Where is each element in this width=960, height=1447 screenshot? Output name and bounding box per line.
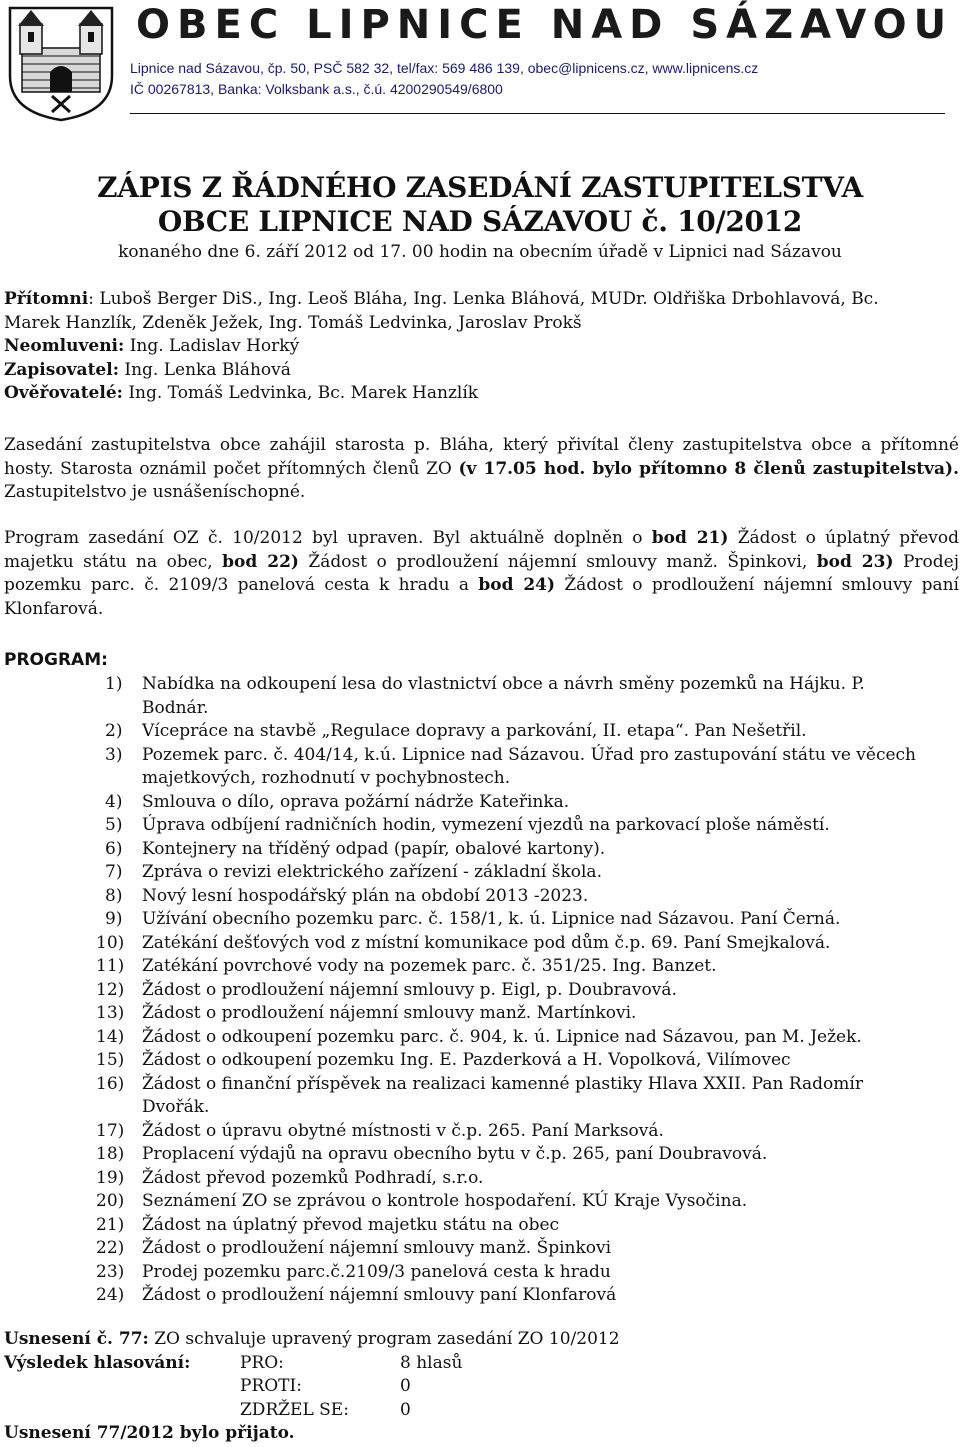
program-item-text: Kontejnery na tříděný odpad (papír, obalové kartony). <box>142 838 606 859</box>
amendment-item-ref: bod 22) <box>222 551 299 572</box>
verifiers-line <box>4 382 959 406</box>
program-item-text: Pozemek parc. č. 404/14, k.ú. Lipnice nad Sázavou. Úřad pro zastupování státu ve věcech majetkových, rozhodnutí v pochybnostech. <box>142 744 917 788</box>
program-item <box>0 838 960 862</box>
program-item-number: 1) <box>105 674 123 694</box>
excused-members: Ing. Ladislav Horký <box>124 336 300 356</box>
present-members: : Luboš Berger DiS., Ing. Leoš Bláha, Ing. Lenka Bláhová, MUDr. Oldřiška Drbohlavová, Bc. <box>88 289 879 309</box>
bank-info-line: IČ 00267813, Banka: Volksbank a.s., č.ú. 4200290549/6800 <box>130 81 503 97</box>
amendment-item-ref: bod 21) <box>651 528 729 548</box>
program-item <box>0 979 960 1003</box>
program-item <box>0 1026 960 1050</box>
header-divider <box>130 113 945 114</box>
program-item <box>0 932 960 956</box>
program-item <box>0 1261 960 1285</box>
program-item-text: Žádost na úplatný převod majetku státu na obec <box>142 1214 560 1235</box>
program-item-text: Prodej pozemku parc.č.2109/3 panelová cesta k hradu <box>142 1261 611 1282</box>
municipality-name: OBEC LIPNICE NAD SÁZAVOU <box>136 2 954 48</box>
program-amendment-paragraph <box>4 527 959 621</box>
program-item <box>0 791 960 815</box>
program-item <box>0 673 960 720</box>
program-item-number: 16) <box>96 1073 125 1094</box>
vote-abstain-value: 0 <box>400 1399 411 1420</box>
program-item-number: 22) <box>96 1238 125 1258</box>
program-item-text: Zpráva o revizi elektrického zařízení - základní škola. <box>142 862 602 882</box>
program-item <box>0 955 960 979</box>
program-item-text: Seznámení ZO se zprávou o kontrole hospodaření. KÚ Kraje Vysočina. <box>142 1191 748 1211</box>
resolution-label: Usnesení č. 77: <box>4 1329 149 1349</box>
recorder-name: Ing. Lenka Bláhová <box>118 359 291 380</box>
program-item <box>0 720 960 744</box>
program-item <box>0 1049 960 1073</box>
vote-for-label: PRO: <box>240 1352 284 1373</box>
program-item-text: Žádost o finanční příspěvek na realizaci kamenné plastiky Hlava XXII. Pan Radomír Dvořák. <box>142 1073 863 1117</box>
program-item <box>0 1120 960 1144</box>
program-item-text: Žádost převod pozemků Podhradí, s.r.o. <box>142 1167 484 1188</box>
program-item-number: 23) <box>96 1261 125 1282</box>
program-item <box>0 1190 960 1214</box>
program-item-number: 8) <box>105 885 123 906</box>
program-item-number: 7) <box>105 862 123 882</box>
program-item-number: 10) <box>96 932 125 953</box>
program-item <box>0 1214 960 1238</box>
program-item-number: 3) <box>105 744 123 765</box>
program-item <box>0 1167 960 1191</box>
program-item-text: Zatékání povrchové vody na pozemek parc. č. 351/25. Ing. Banzet. <box>142 956 717 976</box>
program-item <box>0 1143 960 1167</box>
program-item-text: Žádost o prodloužení nájemní smlouvy manž. Martínkovi. <box>142 1003 637 1023</box>
resolution-section <box>4 1328 954 1446</box>
program-item-text: Žádost o prodloužení nájemní smlouvy p. Eigl, p. Doubravová. <box>142 979 677 1000</box>
program-item-number: 14) <box>96 1026 125 1047</box>
meeting-date-location: konaného dne 6. září 2012 od 17. 00 hodin na obecním úřadě v Lipnici nad Sázavou <box>118 242 842 262</box>
quorum-statement: (v 17.05 hod. bylo přítomno 8 členů zastupitelstva). <box>458 458 960 479</box>
program-list <box>0 673 960 1308</box>
program-item <box>0 1002 960 1026</box>
program-heading: PROGRAM: <box>4 650 108 670</box>
vote-against-value: 0 <box>400 1376 411 1396</box>
program-item-text: Smlouva o dílo, oprava požární nádrže Kateřinka. <box>142 791 570 812</box>
document-title-line-2: OBCE LIPNICE NAD SÁZAVOU č. 10/2012 <box>157 205 803 238</box>
vote-abstain-label: ZDRŽEL SE: <box>240 1399 349 1420</box>
present-line <box>4 288 959 312</box>
program-item-text: Zatékání dešťových vod z místní komunikace pod dům č.p. 69. Paní Smejkalová. <box>142 932 831 953</box>
amendment-item-ref: bod 24) <box>478 575 556 595</box>
vote-against-label: PROTI: <box>240 1376 302 1396</box>
program-item-number: 9) <box>105 909 123 929</box>
contact-info-line: Lipnice nad Sázavou, čp. 50, PSČ 582 32, tel/fax: 569 486 139, obec@lipnicens.cz, www.lipnicens.cz <box>130 60 759 76</box>
program-item <box>0 1284 960 1308</box>
program-item-text: Nový lesní hospodářský plán na období 2013 -2023. <box>142 885 589 906</box>
program-item-number: 13) <box>96 1003 125 1023</box>
amendment-text: Žádost o prodloužení nájemní smlouvy paní Klonfarová. <box>4 575 959 619</box>
excused-label: Neomluveni: <box>4 336 125 356</box>
program-item-number: 2) <box>105 721 123 741</box>
present-members-continued: Marek Hanzlík, Zdeněk Ježek, Ing. Tomáš Ledvinka, Jaroslav Prokš <box>4 312 582 333</box>
excused-line <box>4 335 959 359</box>
program-item-text: Žádost o odkoupení pozemku Ing. E. Pazderková a H. Vopolková, Vilímovec <box>142 1050 791 1070</box>
recorder-label: Zapisovatel: <box>4 359 119 380</box>
program-item-number: 15) <box>96 1050 125 1070</box>
program-item-number: 6) <box>105 838 123 859</box>
resolution-outcome: Usnesení 77/2012 bylo přijato. <box>4 1423 295 1443</box>
program-item-number: 12) <box>96 979 125 1000</box>
program-item <box>0 1237 960 1261</box>
vote-result-label: Výsledek hlasování: <box>4 1352 191 1373</box>
program-item-number: 20) <box>96 1191 125 1211</box>
quorum-result: Zastupitelstvo je usnášeníschopné. <box>4 482 306 502</box>
program-item-number: 18) <box>96 1144 125 1164</box>
program-item <box>0 885 960 909</box>
program-item-number: 4) <box>105 791 123 812</box>
recorder-line <box>4 359 959 383</box>
municipal-coat-of-arms-icon <box>6 4 116 122</box>
program-item-text: Nabídka na odkoupení lesa do vlastnictví obce a návrh směny pozemků na Hájku. P. Bodnár. <box>142 674 865 718</box>
document-title: ZÁPIS Z ŘÁDNÉHO ZASEDÁNÍ ZASTUPITELSTVA <box>97 171 863 204</box>
program-item-number: 24) <box>96 1285 125 1305</box>
opening-text: Zasedání zastupitelstva obce zahájil starosta p. Bláha, který přivítal členy zastupitelstva obce a přítomné hosty. Starosta oznámil počet přítomných členů ZO <box>4 435 959 479</box>
amendment-item-ref: bod 23) <box>816 551 894 572</box>
program-item-text: Vícepráce na stavbě „Regulace dopravy a parkování, II. etapa“. Pan Nešetřil. <box>142 721 807 741</box>
program-item-text: Úprava odbíjení radničních hodin, vymezení vjezdů na parkovací ploše náměstí. <box>142 815 830 835</box>
program-item <box>0 908 960 932</box>
amendment-text: Žádost o úplatný převod majetku státu na obec, <box>4 528 960 572</box>
program-item-text: Proplacení výdajů na opravu obecního bytu v č.p. 265, paní Doubravová. <box>142 1144 768 1164</box>
program-item-number: 21) <box>96 1214 125 1235</box>
verifiers-names: Ing. Tomáš Ledvinka, Bc. Marek Hanzlík <box>122 383 479 403</box>
program-item-text: Žádost o prodloužení nájemní smlouvy manž. Špinkovi <box>142 1238 612 1258</box>
program-item-text: Žádost o odkoupení pozemku parc. č. 904, k. ú. Lipnice nad Sázavou, pan M. Ježek. <box>142 1026 862 1047</box>
program-item-number: 19) <box>96 1167 125 1188</box>
attendance-section <box>4 288 959 406</box>
program-item-number: 17) <box>96 1120 125 1141</box>
program-item-number: 5) <box>105 815 123 835</box>
amendment-text: Žádost o prodloužení nájemní smlouvy manž. Špinkovi, <box>298 551 817 572</box>
present-label: Přítomni <box>4 289 89 309</box>
program-item <box>0 744 960 791</box>
amendment-text: Program zasedání OZ č. 10/2012 byl upraven. Byl aktuálně doplněn o <box>4 528 652 548</box>
amendment-text: Prodej pozemku parc. č. 2109/3 panelová cesta k hradu a <box>4 551 959 595</box>
program-item-number: 11) <box>96 956 125 976</box>
program-item-text: Žádost o prodloužení nájemní smlouvy paní Klonfarová <box>142 1285 617 1305</box>
resolution-text: ZO schvaluje upravený program zasedání ZO 10/2012 <box>148 1329 620 1349</box>
opening-paragraph <box>4 434 959 505</box>
program-item <box>0 1073 960 1120</box>
program-item <box>0 861 960 885</box>
verifiers-label: Ověřovatelé: <box>4 383 123 403</box>
program-item-text: Žádost o úpravu obytné místnosti v č.p. 265. Paní Marksová. <box>142 1120 664 1141</box>
program-item-text: Užívání obecního pozemku parc. č. 158/1, k. ú. Lipnice nad Sázavou. Paní Černá. <box>142 909 841 929</box>
vote-for-value: 8 hlasů <box>400 1352 463 1373</box>
program-item <box>0 814 960 838</box>
